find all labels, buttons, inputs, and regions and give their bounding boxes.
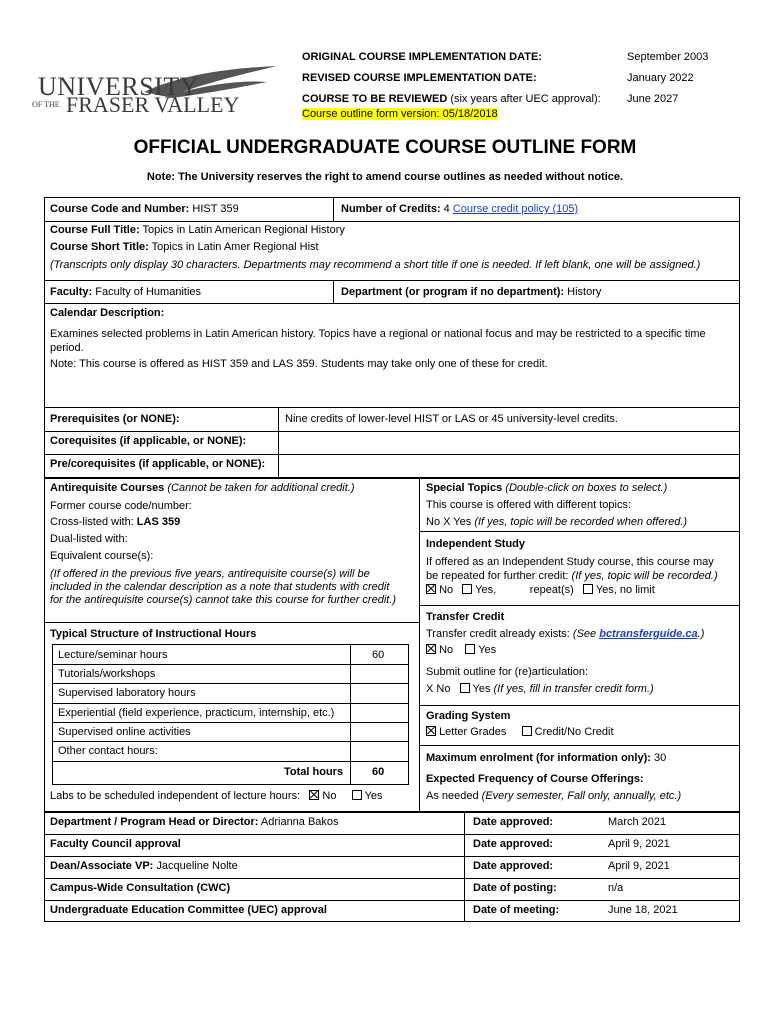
university-logo — [32, 62, 252, 122]
precoreq-label: Pre/corequisites (if applicable, or NONE): — [50, 458, 266, 470]
calendar-line2: period. — [50, 342, 84, 354]
approval-date: April 9, 2021 — [608, 838, 670, 850]
hours-row-name: Supervised online activities — [58, 726, 191, 738]
approval-row: Department / Program Head or Director: Adrianna Bakos — [50, 816, 339, 828]
independent-line2: be repeated for further credit: (If yes, topic will be recorded.) — [426, 570, 718, 582]
logo-line2: FRASER VALLEY — [66, 92, 240, 117]
labs-line: Labs to be scheduled independent of lecture hours: No Yes — [50, 790, 383, 802]
approval-row: Campus-Wide Consultation (CWC) — [50, 882, 231, 894]
approval-date-label: Date of posting: — [473, 882, 557, 894]
letter-grades-checkbox[interactable] — [426, 726, 436, 736]
approval-date: June 18, 2021 — [608, 904, 678, 916]
page-title: OFFICIAL UNDERGRADUATE COURSE OUTLINE FORM — [133, 137, 637, 158]
independent-yes-checkbox[interactable] — [462, 584, 472, 594]
logo-line1: UNIVERSITY — [38, 72, 199, 101]
transcript-note: (Transcripts only display 30 characters. Departments may recommend a short title if one is needed. If left blank, one will be assigned.) — [50, 259, 701, 271]
approval-date-label: Date of meeting: — [473, 904, 560, 916]
hours-row-name: Other contact hours: — [58, 745, 158, 757]
hours-row-value: 60 — [372, 649, 385, 661]
approval-date-label: Date approved: — [473, 838, 554, 850]
faculty: Faculty: Faculty of Humanities — [50, 286, 202, 298]
rev-date-label: REVISED COURSE IMPLEMENTATION DATE: — [302, 72, 537, 84]
prereq-value: Nine credits of lower-level HIST or LAS or 45 university-level credits. — [285, 413, 618, 425]
hours-row-name: Supervised laboratory hours — [58, 687, 196, 699]
hours-heading: Typical Structure of Instructional Hours — [50, 628, 257, 640]
full-title: Course Full Title: Topics in Latin American Regional History — [50, 224, 345, 236]
total-hours-label: Total hours — [284, 766, 344, 778]
course-code: Course Code and Number: HIST 359 — [50, 203, 239, 215]
prereq-label: Prerequisites (or NONE): — [50, 413, 180, 425]
rearticulation-yes-checkbox[interactable] — [460, 683, 470, 693]
hours-row-name: Lecture/seminar hours — [58, 649, 168, 661]
transfer-yes-checkbox[interactable] — [465, 644, 475, 654]
approval-date: April 9, 2021 — [608, 860, 670, 872]
approval-row: Faculty Council approval — [50, 838, 181, 850]
logo-line2-small: OF THE — [32, 100, 60, 109]
frequency-value: As needed (Every semester, Fall only, annually, etc.) — [426, 790, 682, 802]
special-topics-heading: Special Topics (Double-click on boxes to select.) — [426, 482, 668, 494]
approval-date-label: Date approved: — [473, 860, 554, 872]
equivalent-courses: Equivalent course(s): — [50, 550, 154, 562]
independent-no-checkbox[interactable] — [426, 584, 436, 594]
special-topics-line1: This course is offered with different topics: — [426, 499, 632, 511]
former-code: Former course code/number: — [50, 500, 192, 512]
credits: Number of Credits: 4 Course credit policy (105) — [341, 203, 579, 215]
transfer-exists-options: No Yes — [426, 644, 496, 656]
review-note: (six years after UEC approval): — [447, 93, 601, 105]
amend-note: Note: The University reserves the right to amend course outlines as needed without notice. — [146, 171, 624, 183]
cross-listed: Cross-listed with: LAS 359 — [50, 516, 181, 528]
calendar-line3: Note: This course is offered as HIST 359 and LAS 359. Students may take only one of these for credit. — [50, 358, 548, 370]
credit-policy-link[interactable]: Course credit policy (105) — [452, 203, 579, 215]
rev-date-value: January 2022 — [627, 72, 694, 84]
antireq-para1: (If offered in the previous five years, antirequisite course(s) will be — [50, 568, 370, 580]
short-title: Course Short Title: Topics in Latin Amer Regional Hist — [50, 241, 319, 253]
approval-date: March 2021 — [608, 816, 667, 828]
independent-nolimit-checkbox[interactable] — [583, 584, 593, 594]
grading-options: Letter Grades Credit/No Credit — [426, 726, 614, 738]
approval-date-label: Date approved: — [473, 816, 554, 828]
dual-listed: Dual-listed with: — [50, 533, 128, 545]
transfer-credit-heading: Transfer Credit — [426, 611, 505, 623]
transfer-no-checkbox[interactable] — [426, 644, 436, 654]
orig-date-label: ORIGINAL COURSE IMPLEMENTATION DATE: — [302, 51, 542, 63]
antireq-heading: Antirequisite Courses (Cannot be taken for additional credit.) — [50, 482, 355, 494]
department: Department (or program if no department): History — [341, 286, 602, 298]
frequency-heading: Expected Frequency of Course Offerings: — [426, 773, 644, 785]
approval-row: Undergraduate Education Committee (UEC) approval — [50, 904, 327, 916]
antireq-para3: for the antirequisite course(s) cannot take this course for further credit.) — [50, 594, 397, 606]
total-hours-value: 60 — [372, 766, 385, 778]
calendar-label: Calendar Description: — [50, 307, 165, 319]
labs-no-checkbox[interactable] — [309, 790, 319, 800]
hours-row-name: Tutorials/workshops — [58, 668, 156, 680]
special-topics-line2: No X Yes (If yes, topic will be recorded when offered.) — [426, 516, 688, 528]
hours-row-name: Experiential (field experience, practicum, internship, etc.) — [58, 707, 335, 719]
orig-date-value: September 2003 — [627, 51, 709, 63]
coreq-label: Corequisites (if applicable, or NONE): — [50, 435, 247, 447]
bctransferguide-link[interactable]: bctransferguide.ca — [599, 628, 698, 640]
review-label: COURSE TO BE REVIEWED — [302, 93, 448, 105]
independent-line1: If offered as an Independent Study course, this course may — [426, 556, 714, 568]
labs-yes-checkbox[interactable] — [352, 790, 362, 800]
calendar-line1: Examines selected problems in Latin American history. Topics have a regional or national focus and may be restricted to a specific time — [50, 328, 706, 340]
independent-options: No Yes, repeat(s) Yes, no limit — [426, 584, 655, 596]
grading-heading: Grading System — [426, 710, 511, 722]
submit-outline-options: X No Yes (If yes, fill in transfer credit form.) — [426, 683, 654, 695]
antireq-para2: included in the calendar description as a note that students with credit — [50, 581, 390, 593]
submit-outline-line: Submit outline for (re)articulation: — [426, 666, 589, 678]
max-enrolment: Maximum enrolment (for information only): 30 — [426, 752, 667, 764]
review-date-line — [302, 93, 601, 105]
independent-study-heading: Independent Study — [426, 538, 525, 550]
credit-no-credit-checkbox[interactable] — [522, 726, 532, 736]
review-date-value: June 2027 — [627, 93, 679, 105]
form-version: Course outline form version: 05/18/2018 — [302, 108, 498, 120]
approval-row: Dean/Associate VP: Jacqueline Nolte — [50, 860, 238, 872]
approval-date: n/a — [608, 882, 624, 894]
transfer-exists-line: Transfer credit already exists: (See bctransferguide.ca.) — [426, 628, 705, 640]
